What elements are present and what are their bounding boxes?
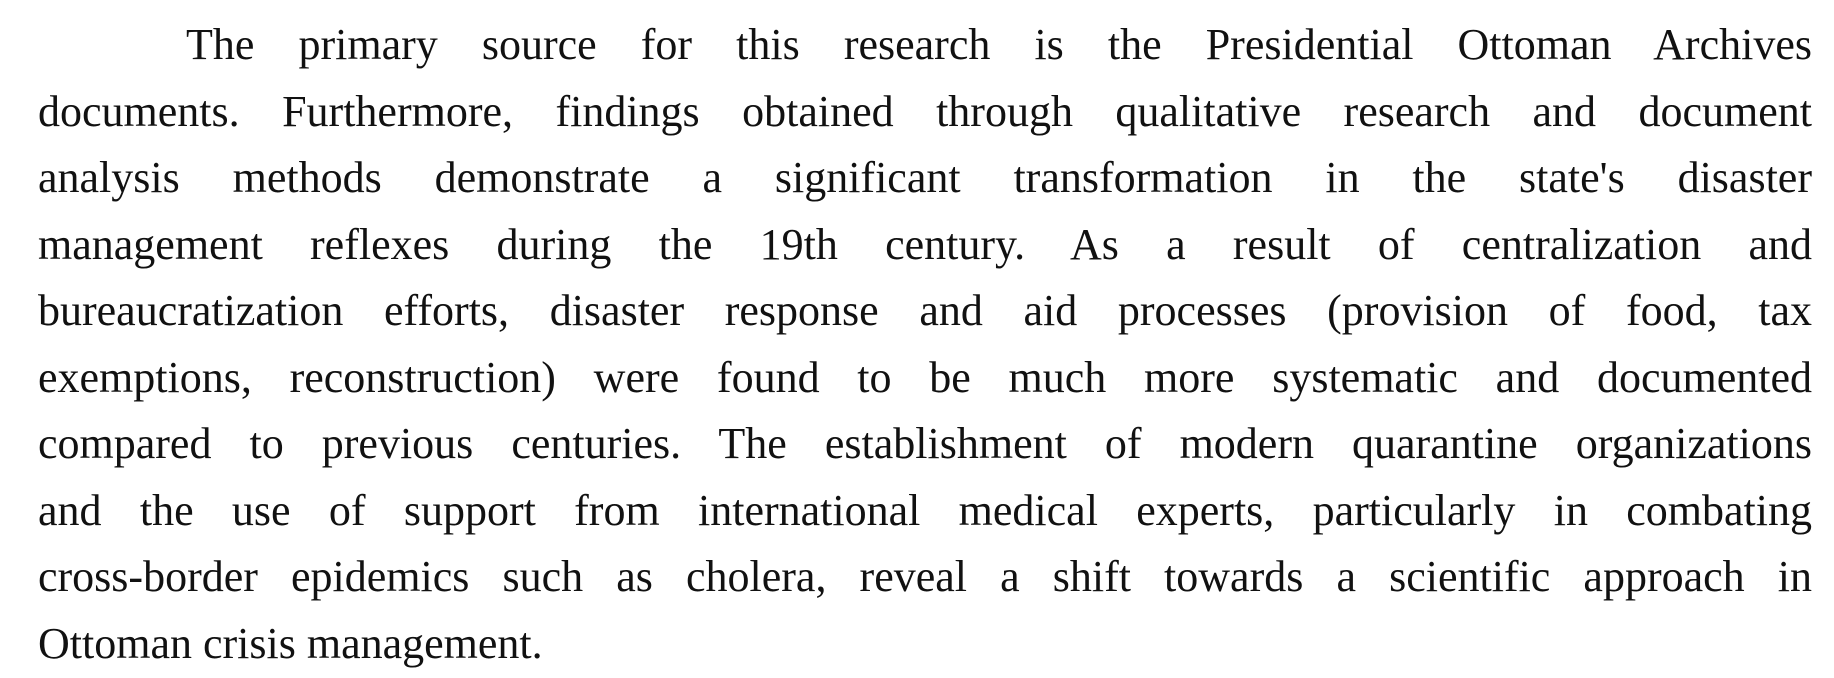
- paragraph-line: documents. Furthermore, findings obtained through qualitative research and document: [38, 86, 1812, 136]
- paragraph-line: management reflexes during the 19th century. As a result of centralization and: [38, 219, 1812, 269]
- paragraph-line: exemptions, reconstruction) were found to be much more systematic and documented: [38, 352, 1812, 402]
- paragraph-line: and the use of support from international medical experts, particularly in combating: [38, 485, 1812, 535]
- paragraph-line: analysis methods demonstrate a significant transformation in the state's disaster: [38, 153, 1812, 202]
- paragraph-line: cross-border epidemics such as cholera, reveal a shift towards a scientific approach in: [38, 552, 1812, 601]
- body-paragraph: [38, 12, 1812, 677]
- paragraph-line: Ottoman crisis management.: [38, 618, 543, 668]
- paragraph-line: compared to previous centuries. The establishment of modern quarantine organizations: [38, 419, 1812, 468]
- paragraph-line: bureaucratization efforts, disaster response and aid processes (provision of food, tax: [38, 286, 1812, 335]
- paragraph-line: The primary source for this research is the Presidential Ottoman Archives: [186, 20, 1812, 69]
